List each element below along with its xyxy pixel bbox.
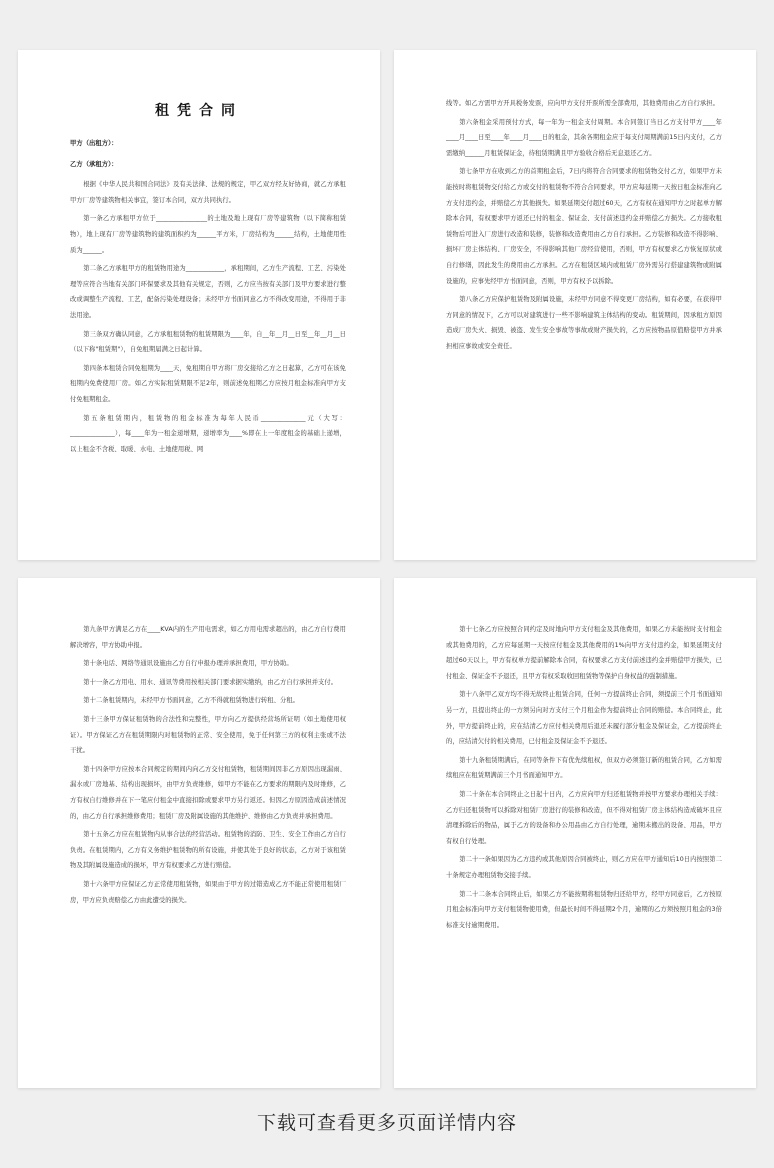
paragraph: 第五条租赁期内，租赁物的租金标准为每年人民币______________元（大写：______________），每____年为一租金递增期，递增率为____%即在上一年度租金的基础上递增，以上租金不含税、取暖、水电、土地使用税、网 <box>70 414 346 453</box>
document-page-3 <box>18 578 380 1088</box>
paragraph: 第二十条在本合同终止之日起十日内，乙方应向甲方归还租赁物并按甲方要求办理相关手续：乙方归还租赁物可以拆除对租赁厂房进行的装修和改造，但不得对租赁厂房主体结构造成破坏且应清理拆除后的物品，属于乙方的设备和办公用品由乙方自行处理，逾期未搬出的设备、用品，甲方有权自行处理。 <box>446 790 722 845</box>
paragraph: 第四条本租赁合同免租期为____天，免租期自甲方将厂房交接给乙方之日起算，乙方可在该免租期内免费使用厂房。如乙方实际租赁期限不足2年，则前述免租期乙方应按月租金标准向甲方支付免租期租金。 <box>70 364 346 403</box>
paragraph: 第十六条甲方应保证乙方正常使用租赁物，如果由于甲方的过错造成乙方不能正常使用租赁厂房，甲方应负责赔偿乙方由此遭受的损失。 <box>70 880 346 904</box>
paragraph: 第十二条租赁期内，未经甲方书面同意，乙方不得就租赁物进行转租、分租。 <box>83 697 300 705</box>
paragraph: 第二十二条本合同终止后，如果乙方不能按期将租赁物归还给甲方，经甲方同意后，乙方按原月租金标准向甲方支付租赁物使用费，但最长时间不得延期2个月，逾期的乙方须按照月租金的3倍标准支付逾期费用。 <box>446 890 722 929</box>
page-content <box>446 96 722 358</box>
paragraph: 第十一条乙方用电、用水、通讯等费用按相关部门要求据实缴纳，由乙方自行承担并支付。 <box>83 678 338 686</box>
paragraph: 第三条双方确认同意，乙方承租租赁物的租赁期限为____年，自__年__月__日至__年__月__日（以下称"租赁期"），自免租期届满之日起计算。 <box>70 330 346 354</box>
paragraph: 第一条乙方承租甲方位于________________的土地及地上现有厂房等建筑物（以下简称租赁物），地上现有厂房等建筑物的建筑面积约为______平方米，厂房结构为______结构，土地使用性质为______。 <box>70 215 346 254</box>
page-content <box>70 136 346 460</box>
paragraph: 第十条电话、网络等通讯设施由乙方自行申报办理并承担费用，甲方协助。 <box>83 660 293 668</box>
paragraph: 第十四条甲方应按本合同规定的期间内向乙方交付租赁物，租赁期间因非乙方原因出现漏雨、漏水或厂房地基、结构出现损坏，由甲方负责维修，如甲方不能在乙方要求的期限内及时维修，乙方有权自行维修并在下一笔应付租金中直接扣除或要求甲方另行返还。但因乙方原因造成前述情况的，由乙方自行承担维修费用；租赁厂房及附属设施的其他维护、维修由乙方负责并承担费用。 <box>70 765 346 820</box>
paragraph: 第八条乙方应保护租赁物及附属设施，未经甲方同意不得变更厂房结构，如有必要，在获得甲方同意的情况下，乙方可以对建筑进行一些不影响建筑主体结构的变动。租赁期间，因承租方原因造成厂房失火、损毁、被盗、发生安全事故等事故或财产损失的，乙方应按物品原值赔偿甲方并承担相应事故或安全责任。 <box>446 296 722 350</box>
paragraph: 第十三条甲方保证租赁物的合法性和完整性，甲方向乙方提供经营场所证明（如土地使用权证）。甲方保证乙方在租赁期限内对租赁物的正常、安全使用，免于任何第三方的权利主张或不法干扰。 <box>70 715 346 755</box>
paragraph: 第二十一条如果因为乙方违约或其他原因合同被终止，则乙方应在甲方通知后10日内按照第二十条规定办理租赁物交接手续。 <box>446 856 722 879</box>
paragraph: 第七条甲方在收到乙方的首期租金后，7日内将符合合同要求的租赁物交付乙方，如果甲方未能按时将租赁物交付给乙方或交付的租赁物不符合合同要求，甲方应每延期一天按日租金标准向乙方支付违约金，并赔偿乙方其他损失。如果延期交付超过60天，乙方有权在通知甲方之时起单方解除本合同，有权要求甲方返还已付的租金、保证金、支付前述违约金并赔偿乙方损失。乙方接收租赁物后可进入厂房进行改造和装修，装修和改造费用由乙方自行承担。乙方装修和改造不得影响、损坏厂房主体结构、厂房安全，不得影响其他厂房经营使用，否则，甲方有权要求乙方恢复原状或自行修缮，因此发生的费用由乙方承担。乙方在租赁区域内或租赁厂房外需另行搭建建筑物或附属设施的，应事先经甲方书面同意，否则，甲方有权予以拆除。 <box>446 168 722 285</box>
paragraph: 根据《中华人民共和国合同法》及有关法律、法规的规定，甲乙双方经友好协商，就乙方承租甲方厂房等建筑物相关事宜，签订本合同，双方共同执行。 <box>70 181 346 204</box>
document-page-2 <box>394 50 756 560</box>
page-content <box>70 622 346 911</box>
paragraph: 第九条甲方满足乙方在____KVA内的生产用电需求，如乙方用电需求超出的，由乙方自行费用解决增容，甲方协助申报。 <box>70 626 346 649</box>
party-b-line: 乙方（承租方）： <box>70 160 118 168</box>
paragraph: 第六条租金采用预付方式，每一年为一租金支付周期。本合同签订当日乙方支付甲方____年____月____日至____年____月____日的租金，其余各期租金应于每支付周期满前15日内支付，乙方需缴纳______月租赁保证金，待租赁期满且甲方验收合格后无息退还乙方。 <box>446 118 722 157</box>
page-content <box>446 622 722 936</box>
paragraph: 第十五条乙方应在租赁物内从事合法的经营活动。租赁物的消防、卫生、安全工作由乙方自行负责。在租赁期内，乙方有义务维护租赁物的所有设施，并使其处于良好的状态，乙方对于该租赁物及其附属设施造成的损坏，甲方有权要求乙方进行赔偿。 <box>70 831 346 870</box>
document-page-4 <box>394 578 756 1088</box>
paragraph: 第十八条甲乙双方均不得无故终止租赁合同，任何一方提前终止合同，须提前三个月书面通知另一方，且提出终止的一方须另向对方支付三个月租金作为提前终止合同的赔偿。本合同终止，此外，甲方提前终止的，应在结清乙方应付相关费用后退还未履行部分租金及保证金，乙方提前终止的，应结清欠付的相关费用，已付租金及保证金不予退还。 <box>446 691 722 746</box>
paragraph: 线等。如乙方需甲方开具税务发票，应向甲方支付开票所需全部费用，其他费用由乙方自行承担。 <box>446 100 719 107</box>
paragraph: 第二条乙方承租甲方的租赁物用途为____________，承租期间，乙方生产流程、工艺、污染处理等应符合当地有关部门环保要求及其他有关规定，否则，乙方应当按有关部门及甲方要求进行整改或调整生产流程、工艺，配备污染处理设备；未经甲方书面同意乙方不得改变用途，不得用于非法用途。 <box>70 265 346 319</box>
paragraph: 第十九条租赁期满后，在同等条件下有优先续租权，但双方必须签订新的租赁合同，乙方如需续租应在租赁期满前三个月书面通知甲方。 <box>446 756 722 780</box>
page-title: 租凭合同 <box>155 103 243 119</box>
party-a-line: 甲方（出租方）： <box>70 140 118 147</box>
paragraph: 第十七条乙方应按照合同约定及时地向甲方支付租金及其他费用，如果乙方未能按时支付租金或其他费用的，乙方应每延期一天按应付租金及其他费用的1%向甲方支付违约金，如果延期支付超过60天以上，甲方有权单方提前解除本合同，有权要求乙方支付前述违约金并赔偿甲方损失，已付租金、保证金不予退还，且甲方有权采取收回租赁物等保护自身权益的强制措施。 <box>446 626 722 680</box>
document-page-1 <box>18 50 380 560</box>
download-prompt: 下载可查看更多页面详情内容 <box>256 1112 517 1134</box>
